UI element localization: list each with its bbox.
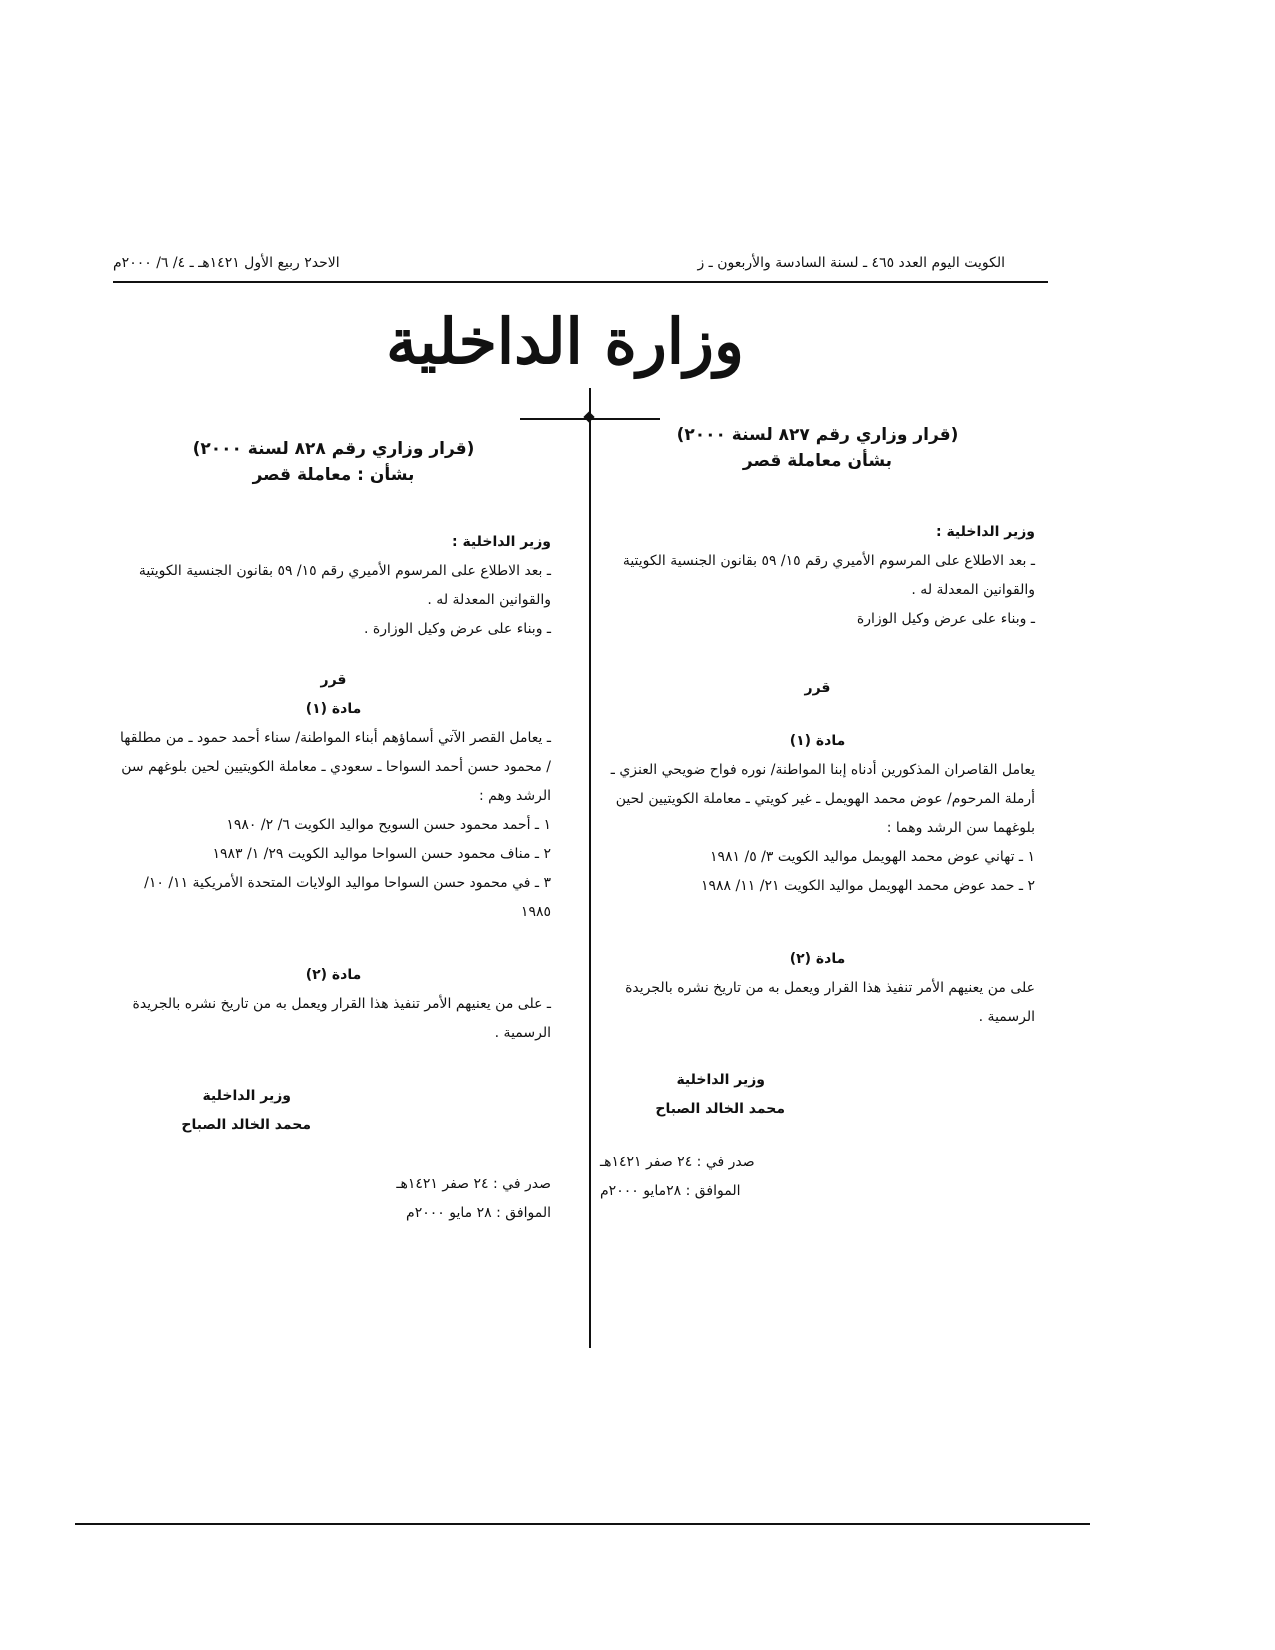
issued-date: صدر في : ٢٤ صفر ١٤٢١هـ [600, 1154, 755, 1170]
article-1-item-3: ٣ ـ في محمود حسن السواحا مواليد الولايات المتحدة الأمريكية ١١/ ١٠/ ١٩٨٥ [144, 875, 551, 920]
header-issue-info: الكويت اليوم العدد ٤٦٥ ـ لسنة السادسة والأربعون ـ ز [697, 255, 1005, 271]
preamble-1: ـ بعد الاطلاع على المرسوم الأميري رقم ١٥/ ٥٩ بقانون الجنسية الكويتية والقوانين المعدلة له . [622, 553, 1035, 598]
decree-827-title: (قرار وزاري رقم ٨٢٧ لسنة ٢٠٠٠) [676, 425, 959, 445]
article-2-heading: مادة (٢) [305, 967, 362, 983]
corresponding-date: الموافق : ٢٨مايو ٢٠٠٠م [600, 1183, 741, 1199]
preamble-1: ـ بعد الاطلاع على المرسوم الأميري رقم ١٥/ ٥٩ بقانون الجنسية الكويتية والقوانين المعدلة له . [138, 563, 551, 608]
issued-date: صدر في : ٢٤ صفر ١٤٢١هـ [396, 1176, 551, 1192]
column-divider [589, 388, 591, 1348]
article-2-text: ـ على من يعنيهم الأمر تنفيذ هذا القرار ويعمل به من تاريخ نشره بالجريدة الرسمية . [132, 996, 551, 1041]
decree-828-title: (قرار وزاري رقم ٨٢٨ لسنة ٢٠٠٠) [192, 439, 475, 459]
signature-title: وزير الداخلية [202, 1088, 291, 1104]
decree-827-subtitle: بشأن معاملة قصر [742, 451, 893, 471]
header-date: الاحد٢ ربيع الأول ١٤٢١هـ ـ ٤/ ٦/ ٢٠٠٠م [113, 255, 340, 271]
corresponding-date: الموافق : ٢٨ مايو ٢٠٠٠م [406, 1205, 551, 1221]
article-2-text: على من يعنيهم الأمر تنفيذ هذا القرار ويعمل به من تاريخ نشره بالجريدة الرسمية . [625, 980, 1035, 1025]
preamble-2: ـ وبناء على عرض وكيل الوزارة . [363, 621, 551, 637]
preamble-2: ـ وبناء على عرض وكيل الوزارة [856, 611, 1035, 627]
article-2-heading: مادة (٢) [789, 951, 846, 967]
decree-827 [600, 422, 1035, 1206]
article-1-text: ـ يعامل القصر الآتي أسماؤهم أبناء المواطنة/ سناء أحمد حمود ـ من مطلقها / محمود حسن أحمد السواحا ـ سعودي ـ معاملة الكويتيين لحين بلوغهم سن الرشد وهم : [119, 730, 551, 804]
signature-name: محمد الخالد الصباح [655, 1101, 785, 1117]
article-1-heading: مادة (١) [789, 733, 846, 749]
decided-heading: قرر [320, 672, 347, 688]
article-1-item-2: ٢ ـ مناف محمود حسن السواحا مواليد الكويت ٢٩/ ١/ ١٩٨٣ [212, 846, 551, 862]
decree-828-subtitle: بشأن : معاملة قصر [252, 465, 415, 485]
footer-rule [75, 1523, 1090, 1525]
decided-heading: قرر [804, 680, 831, 696]
minister-label: وزير الداخلية : [935, 524, 1035, 540]
article-1-heading: مادة (١) [305, 701, 362, 717]
article-1-item-2: ٢ ـ حمد عوض محمد الهويمل مواليد الكويت ٢١/ ١١/ ١٩٨٨ [701, 878, 1035, 894]
signature-name: محمد الخالد الصباح [181, 1117, 311, 1133]
minister-label: وزير الداخلية : [451, 534, 551, 550]
article-1-item-1: ١ ـ أحمد محمود حسن السويح مواليد الكويت ٦/ ٢/ ١٩٨٠ [226, 817, 551, 833]
ministry-masthead: وزارة الداخلية [386, 305, 744, 378]
article-1-item-1: ١ ـ تهاني عوض محمد الهويمل مواليد الكويت ٣/ ٥/ ١٩٨١ [709, 849, 1035, 865]
signature-title: وزير الداخلية [676, 1072, 765, 1088]
header-rule [113, 281, 1048, 283]
decree-828 [116, 436, 551, 1228]
article-1-text: يعامل القاصران المذكورين أدناه إبنا المواطنة/ نوره فواح ضويحي العنزي ـ أرملة المرحوم/ عوض محمد الهويمل ـ غير كويتي ـ معاملة الكويتيين لحين بلوغهما سن الرشد وهما : [610, 762, 1035, 836]
